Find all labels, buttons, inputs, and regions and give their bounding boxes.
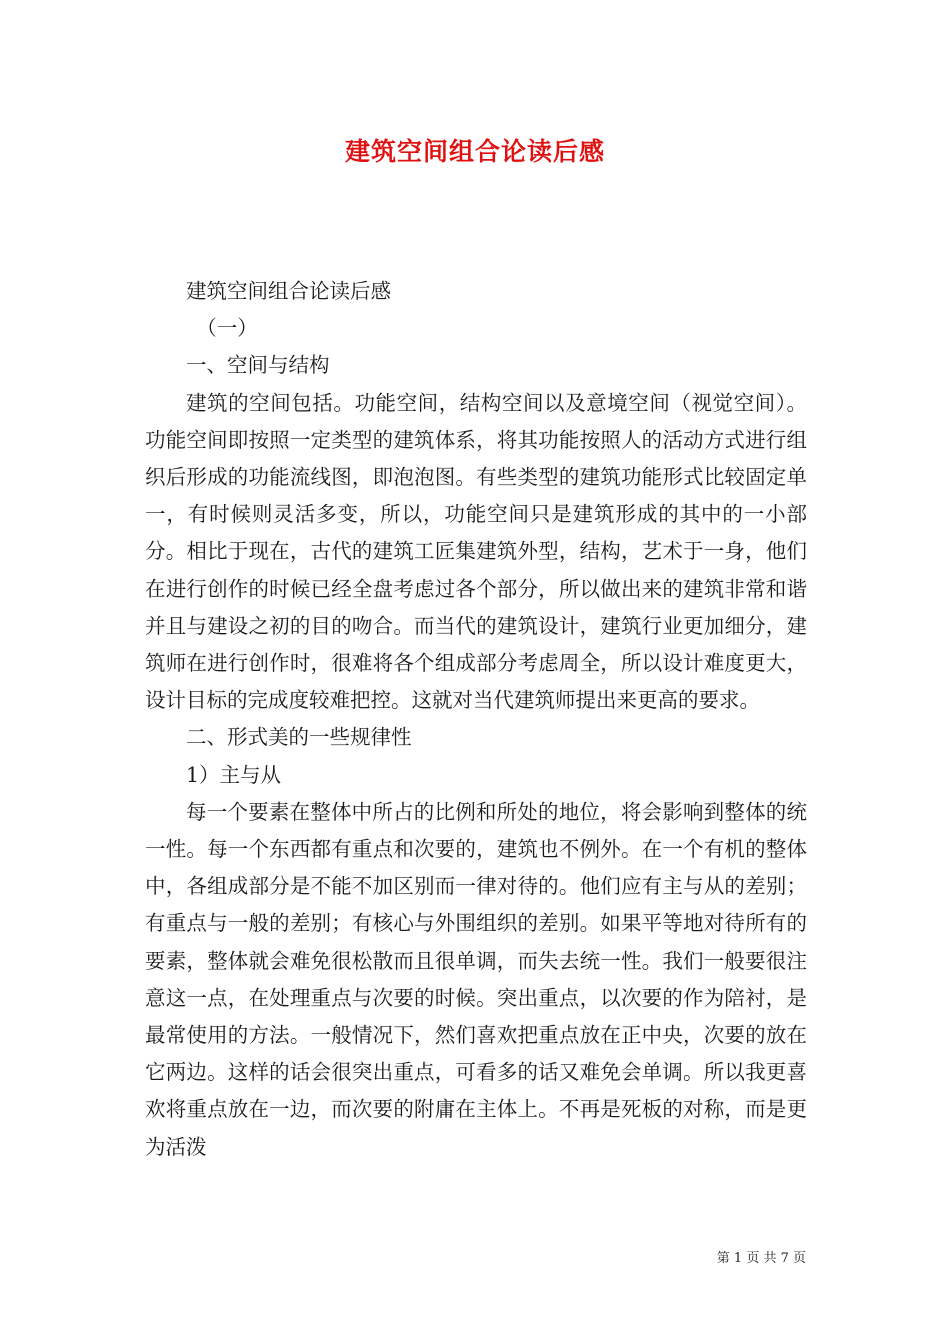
paragraph-primary-secondary: 每一个要素在整体中所占的比例和所处的地位，将会影响到整体的统一性。每一个东西都有重点和次要的，建筑也不例外。在一个有机的整体中，各组成部分是不能不加区别而一律对待的。他们应有主与从的差别；有重点与一般的差别；有核心与外围组织的差别。如果平等地对待所有的要素，整体就会难免很松散而且很单调，而失去统一性。我们一般要很注意这一点，在处理重点与次要的时候。突出重点，以次要的作为陪衬，是最常使用的方法。一般情况下，然们喜欢把重点放在正中央，次要的放在它两边。这样的话会很突出重点，可看多的话又难免会单调。所以我更喜欢将重点放在一边，而次要的附庸在主体上。不再是死板的对称，而是更为活泼 [145,799,807,1159]
document-body [145,273,807,1166]
heading-primary-secondary: 1）主与从 [186,762,282,787]
heading-space-and-structure: 一、空间与结构 [186,353,330,378]
page-indicator: 第 1 页 共 7 页 [716,1251,806,1266]
document-title: 建筑空间组合论读后感 [344,137,605,166]
paragraph-space-structure: 建筑的空间包括。功能空间，结构空间以及意境空间（视觉空间）。功能空间即按照一定类型的建筑体系，将其功能按照人的活动方式进行组织后形成的功能流线图，即泡泡图。有些类型的建筑功能形式比较固定单一，有时候则灵活多变，所以，功能空间只是建筑形成的其中的一小部分。相比于现在，古代的建筑工匠集建筑外型，结构，艺术于一身，他们在进行创作的时候已经全盘考虑过各个部分，所以做出来的建筑非常和谐并且与建设之初的目的吻合。而当代的建筑设计，建筑行业更加细分，建筑师在进行创作时，很难将各个组成部分考虑周全，所以设计难度更大，设计目标的完成度较难把控。这就对当代建筑师提出来更高的要求。 [145,390,807,713]
heading-formal-beauty: 二、形式美的一些规律性 [186,725,412,750]
paragraph-subtitle: 建筑空间组合论读后感 [186,279,391,303]
paragraph-section-number: （一） [196,316,258,341]
